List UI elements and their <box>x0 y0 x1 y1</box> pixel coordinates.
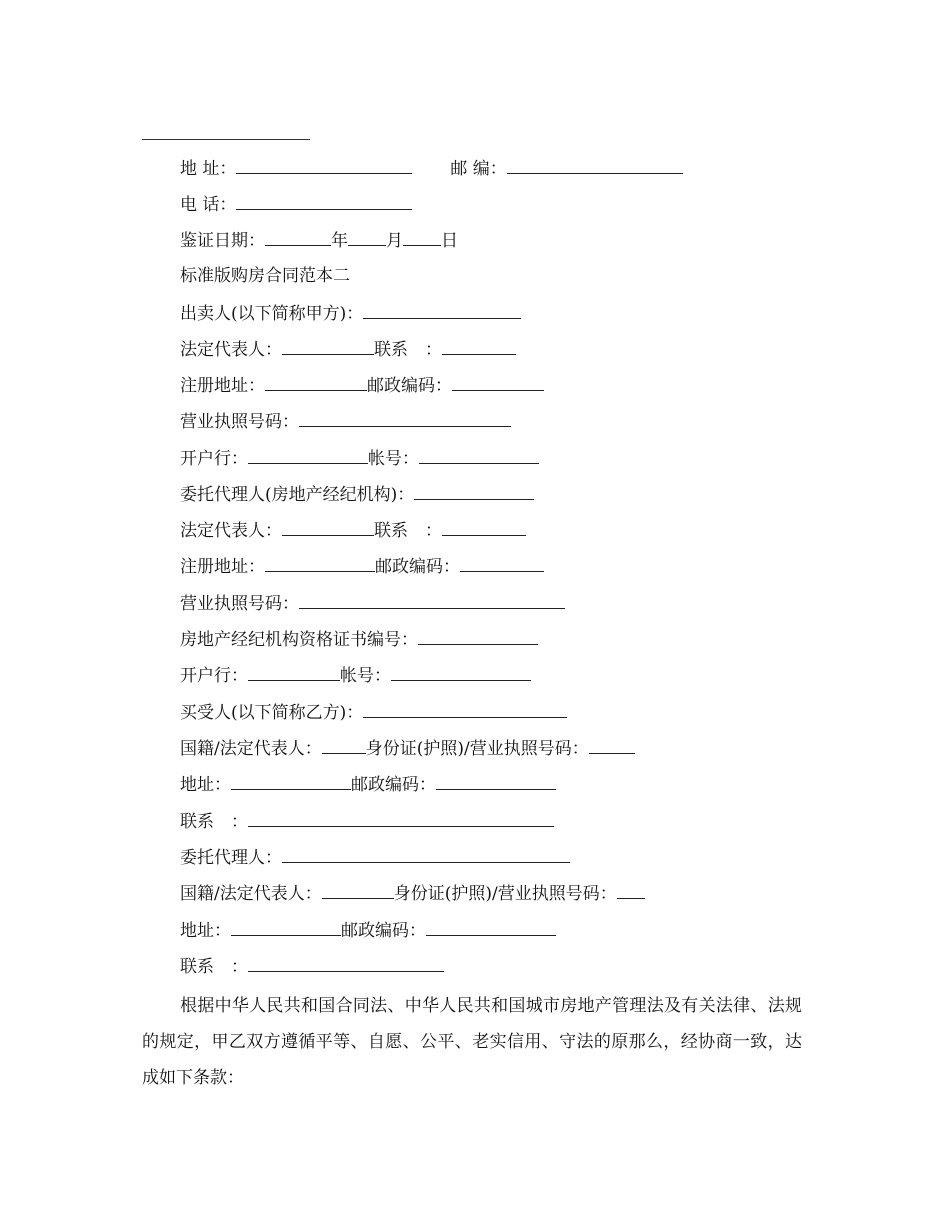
buyer-agent-id-label: 身份证(护照)/营业执照号码： <box>393 884 617 904</box>
buyer-agent-contact-blank <box>248 953 444 972</box>
buyer-agent-address-blank <box>231 917 341 936</box>
agent-license-label: 营业执照号码： <box>180 594 299 614</box>
agent-license-blank <box>299 590 565 609</box>
buyer-address-label: 地址： <box>180 775 231 795</box>
seller-contact-label: 联系 ： <box>374 340 442 360</box>
buyer-agent-contact-row <box>180 953 444 979</box>
seller-account-label: 帐号： <box>368 449 419 469</box>
agent-contact-label: 联系 ： <box>374 521 442 541</box>
agent-bank-blank <box>248 662 340 681</box>
buyer-contact-row <box>180 808 554 834</box>
day-blank <box>403 227 441 246</box>
buyer-nationality-row <box>180 735 635 761</box>
top-rule <box>142 139 310 140</box>
seller-label: 出卖人(以下简称甲方)： <box>180 304 364 324</box>
date-label: 鉴证日期： <box>180 231 265 251</box>
buyer-agent-contact-label: 联系 ： <box>180 957 248 977</box>
seller-bank-blank <box>248 445 368 464</box>
phone-label: 电 话： <box>180 195 237 215</box>
agent-license-row <box>180 590 565 616</box>
buyer-agent-postal-label: 邮政编码： <box>341 921 426 941</box>
seller-rep-label: 法定代表人： <box>180 340 282 360</box>
buyer-agent-nationality-blank <box>322 880 394 899</box>
intro-paragraph: 根据中华人民共和国合同法、中华人民共和国城市房地产管理法及有关法律、法规的规定，甲乙双方遵循平等、自愿、公平、老实信用、守法的原那么，经协商一致，达成如下条款： <box>142 996 802 1088</box>
agent-rep-label: 法定代表人： <box>180 521 282 541</box>
agent-account-blank <box>391 662 531 681</box>
buyer-nationality-label: 国籍/法定代表人： <box>180 739 322 759</box>
seller-bank-row <box>180 445 539 471</box>
buyer-agent-address-label: 地址： <box>180 921 231 941</box>
seller-rep-row <box>180 336 516 362</box>
agent-reg-address-blank <box>265 553 375 572</box>
postcode-label: 邮 编： <box>450 159 507 179</box>
buyer-address-row <box>180 771 556 797</box>
agent-cert-row <box>180 626 538 652</box>
agent-label: 委托代理人(房地产经纪机构)： <box>180 485 415 505</box>
agent-row <box>180 481 534 507</box>
header-date-row <box>180 227 458 253</box>
phone-blank <box>236 191 412 210</box>
address-label: 地 址： <box>180 159 237 179</box>
postcode-blank <box>507 155 683 174</box>
agent-contact-blank <box>442 517 526 536</box>
buyer-agent-nationality-label: 国籍/法定代表人： <box>180 884 322 904</box>
buyer-agent-row <box>180 844 570 870</box>
buyer-address-blank <box>231 771 351 790</box>
seller-reg-address-blank <box>265 372 367 391</box>
buyer-agent-address-row <box>180 917 556 943</box>
buyer-postal-label: 邮政编码： <box>351 775 436 795</box>
day-label: 日 <box>441 231 458 251</box>
agent-bank-label: 开户行： <box>180 666 248 686</box>
address-blank <box>236 155 412 174</box>
buyer-row <box>180 699 567 725</box>
buyer-agent-label: 委托代理人： <box>180 848 282 868</box>
agent-address-row <box>180 553 544 579</box>
agent-postal-label: 邮政编码： <box>375 557 460 577</box>
month-label: 月 <box>386 231 403 251</box>
agent-blank <box>414 481 534 500</box>
contract-title: 标准版购房合同范本二 <box>180 266 350 286</box>
buyer-agent-blank <box>282 844 570 863</box>
seller-postal-label: 邮政编码： <box>367 376 452 396</box>
buyer-contact-blank <box>248 808 554 827</box>
agent-postal-blank <box>460 553 544 572</box>
buyer-agent-postal-blank <box>426 917 556 936</box>
agent-rep-row <box>180 517 526 543</box>
seller-blank <box>363 300 521 319</box>
seller-reg-address-label: 注册地址： <box>180 376 265 396</box>
agent-account-label: 帐号： <box>340 666 391 686</box>
buyer-postal-blank <box>436 771 556 790</box>
seller-row <box>180 300 521 326</box>
agent-rep-blank <box>282 517 374 536</box>
seller-address-row <box>180 372 544 398</box>
buyer-nationality-blank <box>322 735 366 754</box>
agent-reg-address-label: 注册地址： <box>180 557 265 577</box>
buyer-id-label: 身份证(护照)/营业执照号码： <box>365 739 589 759</box>
agent-cert-blank <box>418 626 538 645</box>
buyer-contact-label: 联系 ： <box>180 812 248 832</box>
seller-bank-label: 开户行： <box>180 449 248 469</box>
seller-license-blank <box>299 408 511 427</box>
seller-rep-blank <box>282 336 374 355</box>
buyer-label: 买受人(以下简称乙方)： <box>180 703 364 723</box>
agent-bank-row <box>180 662 531 688</box>
month-blank <box>348 227 386 246</box>
year-label: 年 <box>331 231 348 251</box>
agent-cert-label: 房地产经纪机构资格证书编号： <box>180 630 418 650</box>
seller-contact-blank <box>442 336 516 355</box>
buyer-agent-nationality-row <box>180 880 645 906</box>
buyer-id-blank <box>589 735 635 754</box>
header-address-row <box>180 155 683 181</box>
buyer-agent-id-blank <box>617 880 645 899</box>
seller-license-row <box>180 408 511 434</box>
seller-account-blank <box>419 445 539 464</box>
seller-license-label: 营业执照号码： <box>180 412 299 432</box>
seller-postal-blank <box>452 372 544 391</box>
year-blank <box>265 227 331 246</box>
buyer-blank <box>363 699 567 718</box>
header-phone-row <box>180 191 412 217</box>
